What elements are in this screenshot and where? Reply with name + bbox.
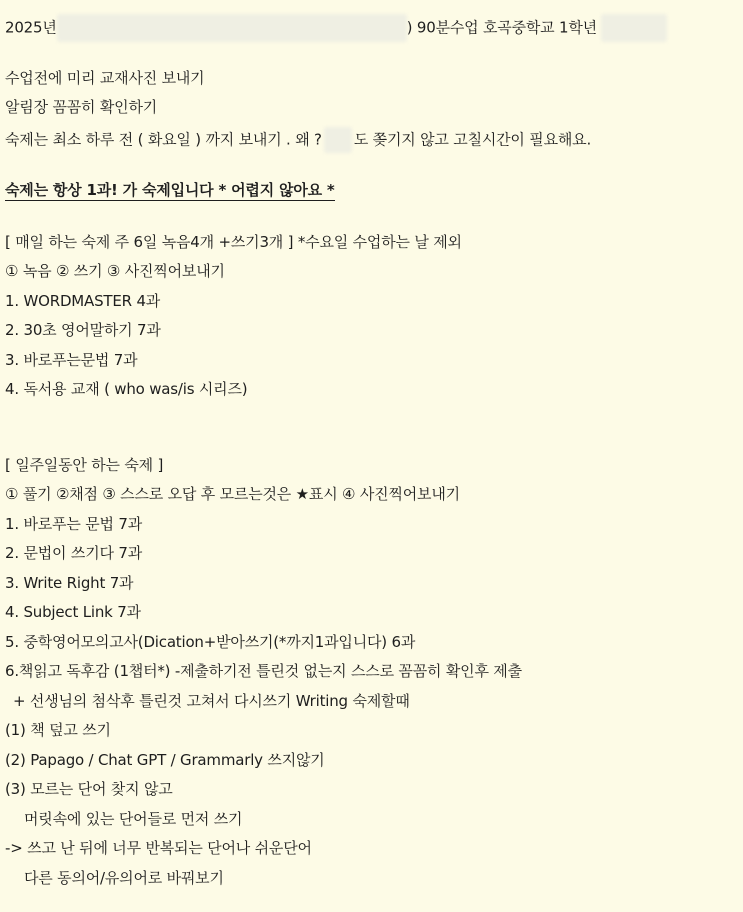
redacted-block [601, 14, 667, 42]
redacted-block [324, 127, 352, 153]
intro-line: 알림장 꼼꼼히 확인하기 [5, 98, 158, 116]
header-middle: ) 90분수업 호곡중학교 1학년 [406, 18, 597, 37]
deadline-text-after: 도 쫒기지 않고 고칠시간이 필요해요. [353, 130, 592, 149]
daily-item: 3. 바로푸는문법 7과 [5, 351, 138, 369]
deadline-line [5, 127, 591, 153]
writing-rule: (2) Papago / Chat GPT / Grammarly 쓰지않기 [5, 751, 325, 769]
writing-rule: (3) 모르는 단어 찾지 않고 [5, 780, 173, 798]
weekly-item: 6.책읽고 독후감 (1챕터*) -제출하기전 틀린것 없는지 스스로 꼼꼼히 확인후 제출 [5, 662, 522, 680]
star-icon: ★ [295, 485, 309, 503]
daily-title: [ 매일 하는 숙제 주 6일 녹음4개 +쓰기3개 ] *수요일 수업하는 날 제외 [5, 233, 462, 251]
writing-rule: (1) 책 덮고 쓰기 [5, 721, 111, 739]
daily-item: 4. 독서용 교재 ( who was/is 시리즈) [5, 380, 248, 398]
final-tip: -> 쓰고 난 뒤에 너무 반복되는 단어나 쉬운단어 [5, 839, 312, 857]
weekly-steps-before: ① 풀기 ②채점 ③ 스스로 오답 후 모르는것은 [5, 485, 292, 503]
daily-item: 1. WORDMASTER 4과 [5, 292, 161, 310]
weekly-item: 4. Subject Link 7과 [5, 603, 141, 621]
weekly-item: 3. Write Right 7과 [5, 574, 134, 592]
intro-line: 수업전에 미리 교재사진 보내기 [5, 69, 205, 87]
weekly-steps [5, 484, 460, 504]
final-tip-continued: 다른 동의어/유의어로 바꿔보기 [24, 869, 224, 887]
weekly-item: 5. 중학영어모의고사(Dication+받아쓰기(*까지1과입니다) 6과 [5, 633, 416, 651]
emphasis-text: 숙제는 항상 1과! 가 숙제입니다 * 어렵지 않아요 * [5, 181, 335, 199]
writing-rule-continued: 머릿속에 있는 단어들로 먼저 쓰기 [24, 810, 243, 828]
deadline-text-before: 숙제는 최소 하루 전 ( 화요일 ) 까지 보내기 . 왜 ? [5, 130, 322, 149]
weekly-title: [ 일주일동안 하는 숙제 ] [5, 456, 164, 474]
daily-item: 2. 30초 영어말하기 7과 [5, 321, 161, 339]
redacted-block [57, 14, 407, 42]
emphasis-line [5, 180, 335, 200]
header-prefix: 2025년 [5, 18, 57, 37]
weekly-item: 2. 문법이 쓰기다 7과 [5, 544, 142, 562]
daily-steps: ① 녹음 ② 쓰기 ③ 사진찍어보내기 [5, 262, 225, 280]
weekly-item: 1. 바로푸는 문법 7과 [5, 515, 142, 533]
weekly-steps-after: 표시 ④ 사진찍어보내기 [308, 485, 460, 503]
weekly-note: + 선생님의 첨삭후 틀린것 고쳐서 다시쓰기 Writing 숙제할때 [13, 692, 410, 710]
header-line [5, 14, 667, 42]
